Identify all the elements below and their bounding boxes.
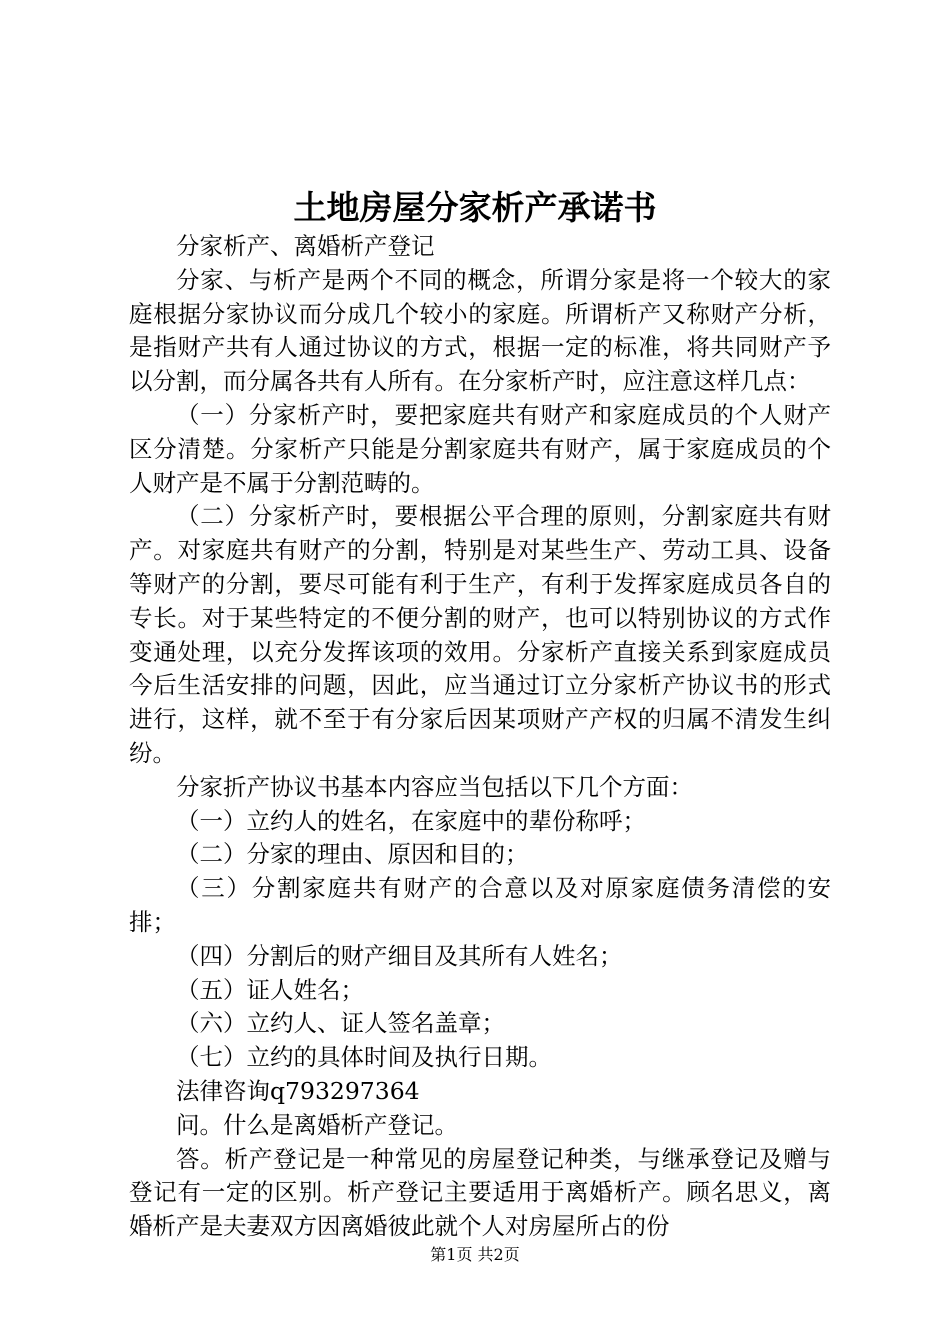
- paragraph-subtitle: 分家析产、离婚析产登记: [176, 232, 435, 260]
- list-item-1: （一）立约人的姓名，在家庭中的辈份称呼；: [176, 806, 646, 835]
- paragraph-point-1: （一）分家析产时，要把家庭共有财产和家庭成员的个人财产区分清楚。分家析产只能是分割家庭共有财产，属于家庭成员的个人财产是不属于分割范畴的。: [129, 400, 831, 497]
- paragraph-point-2: （二）分家析产时，要根据公平合理的原则，分割家庭共有财产。对家庭共有财产的分割，特别是对某些生产、劳动工具、设备等财产的分割，要尽可能有利于生产，有利于发挥家庭成员各自的专长。对于某些特定的不便分割的财产，也可以特别协议的方式作变通处理，以充分发挥该项的效用。分家析产直接关系到家庭成员今后生活安排的问题，因此，应当通过订立分家析产协议书的形式进行，这样，就不至于有分家后因某项财产产权的归属不清发生纠纷。: [129, 502, 831, 767]
- document-body: [129, 230, 831, 1244]
- list-item-3: （三）分割家庭共有财产的合意以及对原家庭债务清偿的安排；: [129, 874, 831, 936]
- list-item-4: （四）分割后的财产细目及其所有人姓名；: [176, 941, 623, 970]
- paragraph-agreement-contents: 分家折产协议书基本内容应当包括以下几个方面：: [176, 772, 693, 801]
- list-item-2: （二）分家的理由、原因和目的；: [176, 840, 529, 869]
- page-footer: 第1页 共2页: [430, 1245, 520, 1264]
- document-title: 土地房屋分家析产承诺书: [293, 188, 657, 227]
- list-item-7: （七）立约的具体时间及执行日期。: [176, 1043, 552, 1072]
- paragraph-answer: 答。析产登记是一种常见的房屋登记种类，与继承登记及赠与登记有一定的区别。析产登记主要适用于离婚析产。顾名思义，离婚析产是夫妻双方因离婚彼此就个人对房屋所占的份: [129, 1144, 831, 1241]
- list-item-6: （六）立约人、证人签名盖章；: [176, 1009, 505, 1038]
- paragraph-intro: 分家、与析产是两个不同的概念，所谓分家是将一个较大的家庭根据分家协议而分成几个较小的家庭。所谓析产又称财产分析，是指财产共有人通过协议的方式，根据一定的标准，将共同财产予以分割，而分属各共有人所有。在分家析产时，应注意这样几点：: [129, 265, 831, 396]
- list-item-5: （五）证人姓名；: [176, 975, 364, 1004]
- paragraph-legal-consult: 法律咨询q793297364: [176, 1076, 420, 1105]
- paragraph-question: 问。什么是离婚析产登记。: [176, 1110, 458, 1139]
